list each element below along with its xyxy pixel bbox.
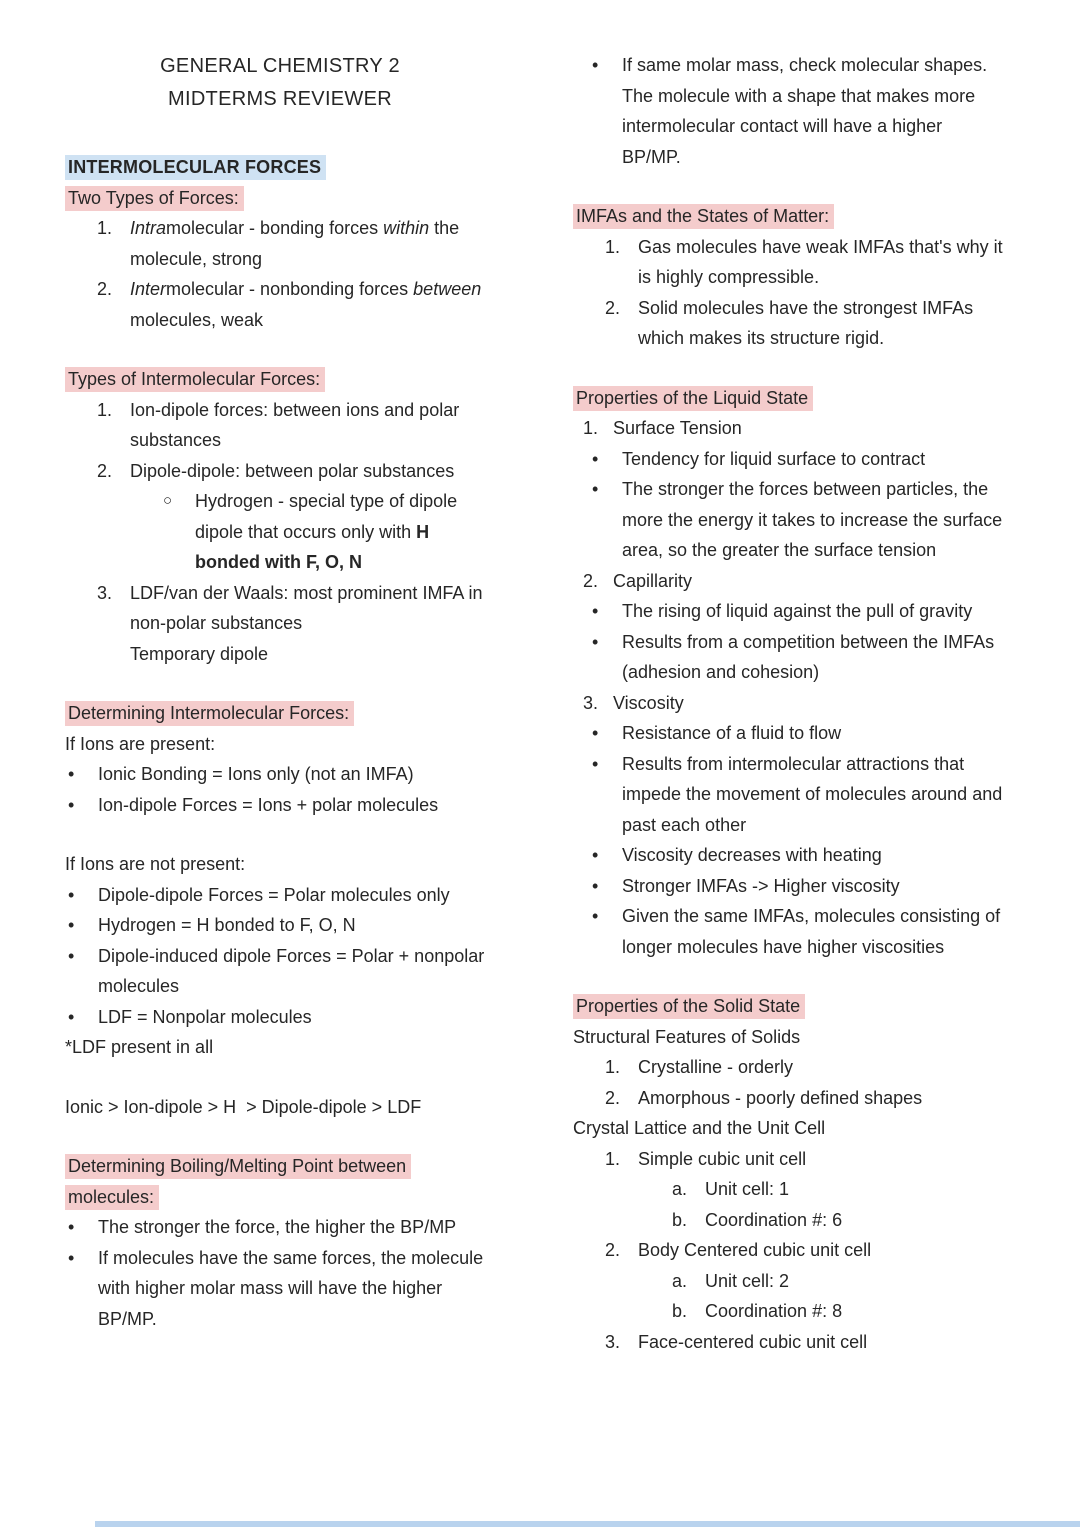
list-item-text xyxy=(130,274,495,335)
list-item-text: Ion-dipole forces: between ions and polar substances xyxy=(130,399,460,450)
list-item-text: Simple cubic unit cell xyxy=(638,1148,807,1169)
list-marker: 2. xyxy=(605,1087,621,1108)
bullet-icon: • xyxy=(68,1006,75,1027)
list-item-amorphous xyxy=(573,1083,1003,1114)
list-item-text: Results from intermolecular attractions that impede the movement of molecules around and past each other xyxy=(622,753,1003,835)
doc-title-line1: GENERAL CHEMISTRY 2 xyxy=(160,55,400,77)
heading-highlight-pink: Determining Intermolecular Forces: xyxy=(65,701,354,726)
bullet-item xyxy=(573,596,1003,627)
bullet-item xyxy=(573,444,1003,475)
bullet-icon: • xyxy=(68,764,75,784)
heading-properties-solid-state xyxy=(573,991,1003,1022)
doc-title xyxy=(65,50,495,116)
bullet-icon: • xyxy=(592,906,599,926)
list-item-ion-dipole xyxy=(65,395,495,456)
heading-highlight-pink: Types of Intermolecular Forces: xyxy=(65,367,325,392)
bullet-icon: • xyxy=(592,479,599,499)
list-marker: a. xyxy=(672,1270,688,1291)
list-marker: b. xyxy=(672,1301,688,1321)
heading-types-of-imf xyxy=(65,364,495,395)
sublist-item xyxy=(573,1266,1003,1297)
list-item-text: Unit cell: 1 xyxy=(705,1179,790,1199)
list-marker: 2. xyxy=(97,279,113,299)
footnote-ldf: *LDF present in all xyxy=(65,1037,214,1057)
bullet-item xyxy=(65,1243,495,1335)
bullet-icon: • xyxy=(592,753,599,774)
list-marker: 2. xyxy=(583,570,599,591)
list-item-intramolecular xyxy=(65,213,495,274)
list-item-text: Dipole-dipole: between polar substances xyxy=(130,460,455,481)
bullet-item xyxy=(65,1212,495,1243)
list-marker: 1. xyxy=(97,218,113,238)
text-segment: Temporary dipole xyxy=(130,643,269,664)
bullet-item xyxy=(573,474,1003,566)
bullet-item xyxy=(65,941,495,1002)
list-marker: 3. xyxy=(605,1331,621,1352)
list-item-text: Unit cell: 2 xyxy=(705,1270,790,1291)
list-item-surface-tension xyxy=(573,413,1003,444)
list-item-text: Viscosity xyxy=(613,692,684,713)
bullet-item xyxy=(65,910,495,941)
list-item-text: Capillarity xyxy=(613,570,693,591)
sublist-item-hydrogen xyxy=(65,486,495,578)
list-item-text xyxy=(130,213,495,274)
text-segment: the molecule, strong xyxy=(130,218,460,269)
list-item-text: Viscosity decreases with heating xyxy=(622,845,882,865)
spacer xyxy=(65,335,495,364)
text-segment: molecules, weak xyxy=(130,309,264,330)
text-segment: molecular - bonding forces xyxy=(166,218,384,238)
bullet-item xyxy=(65,1002,495,1033)
bullet-item xyxy=(573,627,1003,688)
label-ions-present: If Ions are present: xyxy=(65,733,216,754)
bullet-icon: • xyxy=(68,884,75,905)
bullet-item xyxy=(65,880,495,911)
list-marker: 1. xyxy=(605,1148,621,1169)
list-item-text xyxy=(130,578,495,670)
list-item-text: Stronger IMFAs -> Higher viscosity xyxy=(622,875,900,896)
heading-properties-liquid-state xyxy=(573,383,1003,414)
list-item-text: Body Centered cubic unit cell xyxy=(638,1240,872,1260)
circle-bullet-icon: ○ xyxy=(163,492,173,509)
sublist-item xyxy=(573,1205,1003,1236)
spacer xyxy=(65,1122,495,1151)
list-item-text: LDF = Nonpolar molecules xyxy=(98,1006,312,1027)
list-marker: 1. xyxy=(605,1057,621,1077)
italic-segment: Intra xyxy=(130,218,167,238)
list-item-text: Ionic Bonding = Ions only (not an IMFA) xyxy=(98,764,414,784)
bullet-item xyxy=(65,790,495,821)
list-item-text: Tendency for liquid surface to contract xyxy=(622,448,926,469)
list-item-body-centered xyxy=(573,1235,1003,1266)
bullet-icon: • xyxy=(592,448,599,469)
list-item-text: If same molar mass, check molecular shapes. The molecule with a shape that makes more intermolecular contact will have a higher BP/MP. xyxy=(622,55,988,167)
text-segment: LDF/van der Waals: most prominent IMFA in non-polar substances xyxy=(130,582,483,633)
list-item-text: Solid molecules have the strongest IMFAs which makes its structure rigid. xyxy=(638,297,974,348)
list-marker: b. xyxy=(672,1209,688,1230)
spacer xyxy=(65,820,495,849)
list-marker: 2. xyxy=(605,1240,621,1260)
list-item-text: If molecules have the same forces, the molecule with higher molar mass will have the higher BP/MP. xyxy=(98,1247,484,1329)
list-marker: 3. xyxy=(583,692,599,713)
list-item-text: Surface Tension xyxy=(613,418,742,438)
list-item-text: Face-centered cubic unit cell xyxy=(638,1331,868,1352)
bullet-icon: • xyxy=(68,915,75,935)
heading-determining-imf xyxy=(65,698,495,729)
sublist-item xyxy=(573,1296,1003,1327)
heading-highlight-pink: Determining Boiling/Melting Point between molecules: xyxy=(65,1154,411,1210)
bullet-item xyxy=(573,840,1003,871)
heading-highlight-pink: Two Types of Forces: xyxy=(65,186,244,211)
list-item-text: Ion-dipole Forces = Ions + polar molecules xyxy=(98,794,439,815)
list-item-text: Given the same IMFAs, molecules consisting of longer molecules have higher viscosities xyxy=(622,906,1001,957)
list-marker: 1. xyxy=(605,236,621,257)
list-item-text: The stronger the forces between particles, the more the energy it takes to increase the surface area, so the greater the surface tension xyxy=(622,479,1003,560)
bullet-icon: • xyxy=(68,945,75,966)
bullet-icon: • xyxy=(592,845,599,865)
bullet-item xyxy=(573,718,1003,749)
list-item-text: Dipole-induced dipole Forces = Polar + nonpolar molecules xyxy=(98,945,485,996)
spacer xyxy=(65,669,495,698)
list-item-text: Dipole-dipole Forces = Polar molecules only xyxy=(98,884,450,905)
list-item-text: Results from a competition between the IMFAs (adhesion and cohesion) xyxy=(622,631,995,682)
label-structural-features: Structural Features of Solids xyxy=(573,1026,801,1047)
label-crystal-lattice: Crystal Lattice and the Unit Cell xyxy=(573,1118,826,1138)
heading-two-types-of-forces xyxy=(65,183,495,214)
list-item-text: Crystalline - orderly xyxy=(638,1057,794,1077)
heading-imfas-states-of-matter xyxy=(573,201,1003,232)
text-segment: molecular - nonbonding forces xyxy=(166,279,414,299)
heading-highlight-blue: INTERMOLECULAR FORCES xyxy=(65,155,326,180)
list-item-face-centered xyxy=(573,1327,1003,1358)
bullet-icon: • xyxy=(68,1217,75,1237)
heading-highlight-pink: Properties of the Solid State xyxy=(573,994,805,1019)
bullet-icon: • xyxy=(592,875,599,896)
label-ions-not-present: If Ions are not present: xyxy=(65,854,246,874)
italic-segment: Inter xyxy=(130,279,167,299)
list-item-ldf xyxy=(65,578,495,670)
heading-determining-bpmp xyxy=(65,1151,495,1212)
heading-intermolecular-forces xyxy=(65,152,495,183)
bullet-item xyxy=(573,871,1003,902)
bullet-icon: • xyxy=(592,601,599,621)
list-marker: 1. xyxy=(97,399,113,420)
list-marker: 2. xyxy=(97,460,113,481)
list-item-viscosity xyxy=(573,688,1003,719)
bullet-icon: • xyxy=(592,723,599,743)
bullet-icon: • xyxy=(68,1247,75,1268)
spacer xyxy=(573,962,1003,991)
list-item-text: Gas molecules have weak IMFAs that's why it is highly compressible. xyxy=(638,236,1003,287)
bold-segment: H bonded with F, O, N xyxy=(195,521,430,572)
bullet-icon: • xyxy=(592,55,599,75)
list-item-text: The stronger the force, the higher the BP/MP xyxy=(98,1217,457,1237)
list-item-text: The rising of liquid against the pull of gravity xyxy=(622,601,973,621)
list-item-text: Hydrogen = H bonded to F, O, N xyxy=(98,915,356,935)
left-column xyxy=(65,50,495,1357)
list-item-text: Coordination #: 8 xyxy=(705,1301,843,1321)
italic-segment: within xyxy=(383,218,430,238)
right-column xyxy=(573,50,1003,1357)
bullet-item xyxy=(573,749,1003,841)
sublist-item xyxy=(573,1174,1003,1205)
list-item-text: Resistance of a fluid to flow xyxy=(622,723,842,743)
bullet-item xyxy=(573,50,1003,172)
list-marker: a. xyxy=(672,1179,688,1199)
list-item-text: Coordination #: 6 xyxy=(705,1209,843,1230)
heading-highlight-pink: Properties of the Liquid State xyxy=(573,386,813,411)
bullet-icon: • xyxy=(68,794,75,815)
list-item-simple-cubic xyxy=(573,1144,1003,1175)
list-item-solid xyxy=(573,293,1003,354)
list-item-text xyxy=(195,486,495,578)
bullet-item xyxy=(573,901,1003,962)
list-item-crystalline xyxy=(573,1052,1003,1083)
list-item-text: Amorphous - poorly defined shapes xyxy=(638,1087,923,1108)
list-marker: 1. xyxy=(583,418,599,438)
list-item-dipole-dipole xyxy=(65,456,495,487)
list-item-capillarity xyxy=(573,566,1003,597)
spacer xyxy=(573,172,1003,201)
list-marker: 3. xyxy=(97,582,113,603)
bullet-item xyxy=(65,759,495,790)
cutoff-highlight-strip xyxy=(95,1521,1080,1527)
spacer xyxy=(65,1063,495,1092)
doc-title-line2: MIDTERMS REVIEWER xyxy=(168,88,392,110)
bullet-icon: • xyxy=(592,631,599,652)
list-item-intermolecular xyxy=(65,274,495,335)
imf-strength-order: Ionic > Ion-dipole > H > Dipole-dipole > LDF xyxy=(65,1096,422,1117)
list-marker: 2. xyxy=(605,297,621,318)
list-item-gas xyxy=(573,232,1003,293)
heading-highlight-pink: IMFAs and the States of Matter: xyxy=(573,204,834,229)
text-segment: Hydrogen - special type of dipole dipole that occurs only with xyxy=(195,491,458,542)
italic-segment: between xyxy=(413,279,482,299)
spacer xyxy=(573,354,1003,383)
